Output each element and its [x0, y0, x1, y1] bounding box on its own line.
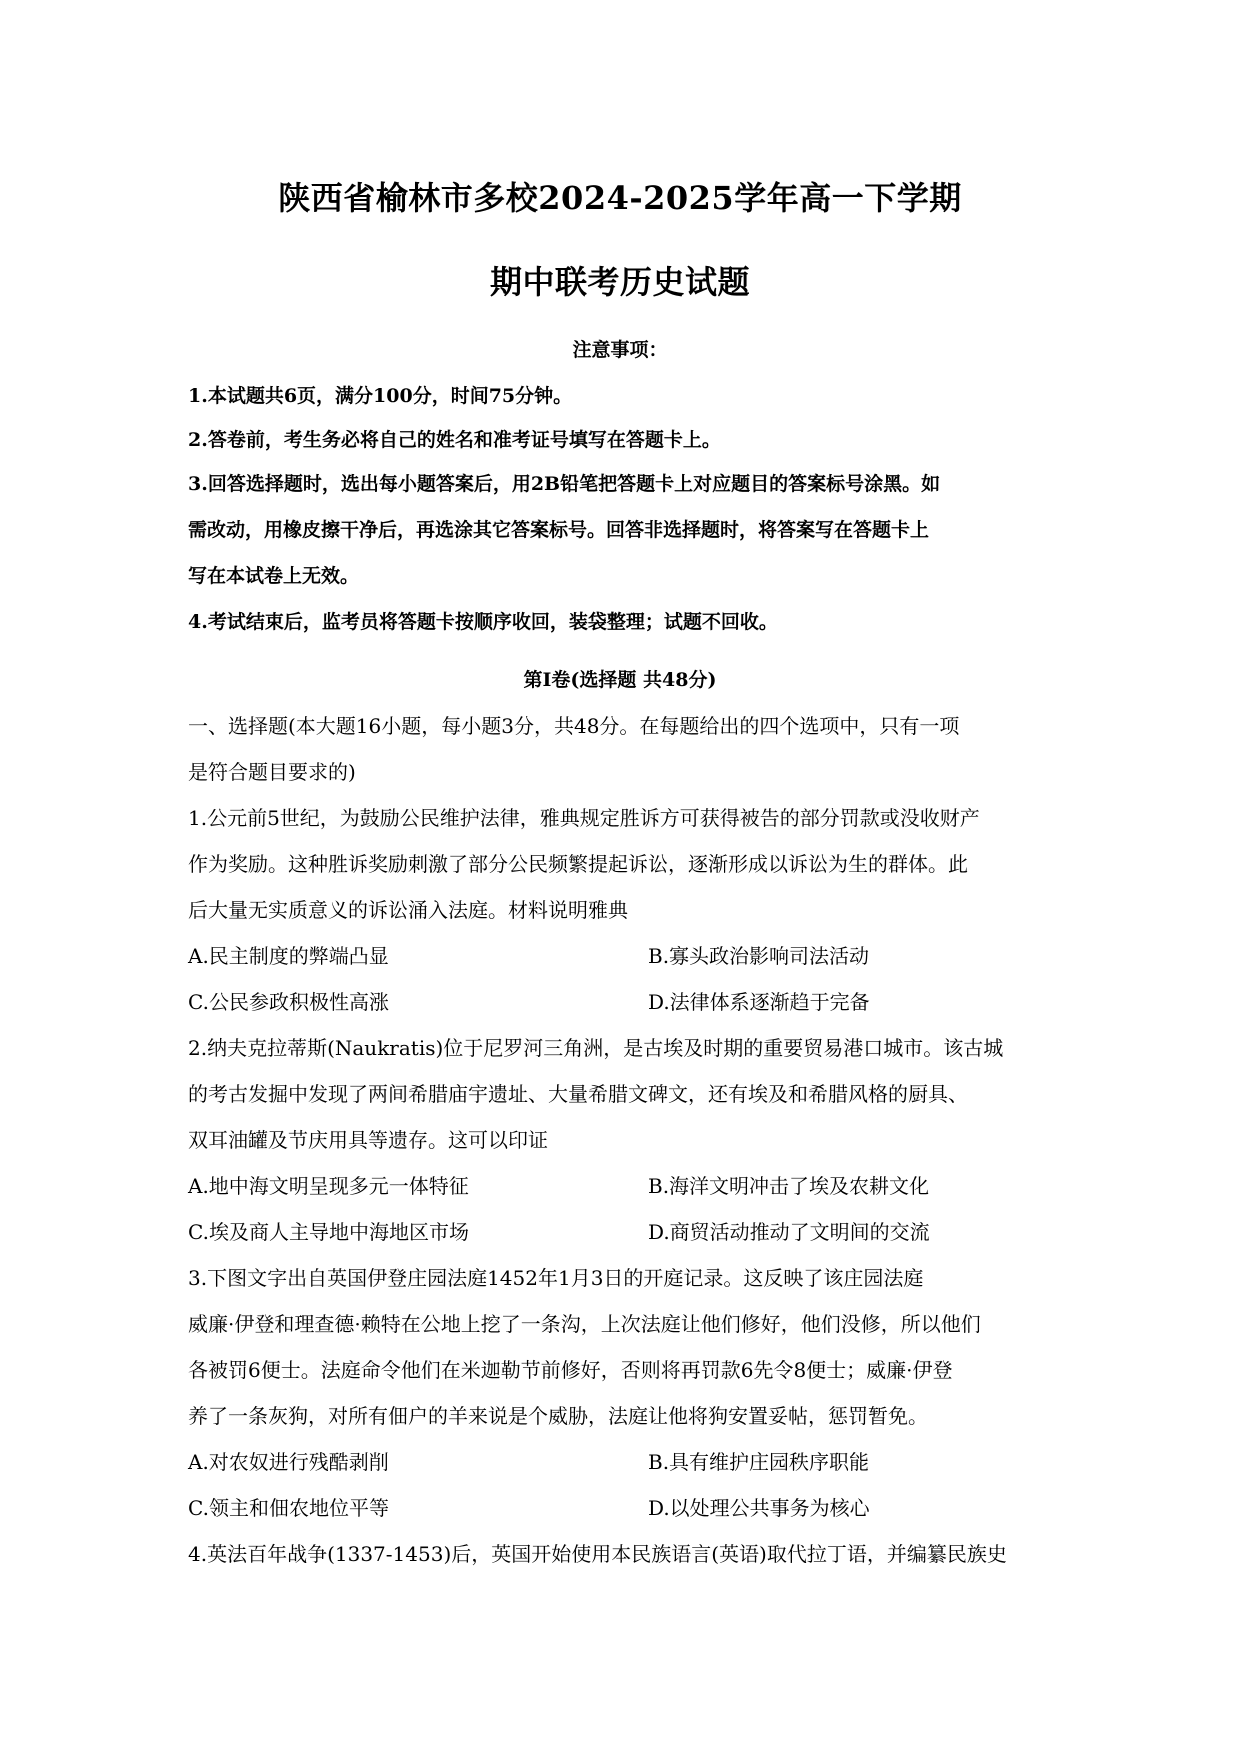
question-2-option-a: A.地中海文明呈现多元一体特征 [188, 1174, 469, 1198]
question-2-option-b: B.海洋文明冲击了埃及农耕文化 [648, 1174, 930, 1198]
question-1-stem: 后大量无实质意义的诉讼涌入法庭。材料说明雅典 [188, 898, 628, 922]
exam-title-line1: 陕西省榆林市多校2024-2025学年高一下学期 [278, 179, 962, 217]
question-3-quote: 威廉·伊登和理查德·赖特在公地上挖了一条沟，上次法庭让他们修好，他们没修，所以他们 [188, 1312, 981, 1336]
section-heading: 第Ⅰ卷(选择题 共48分) [523, 669, 717, 691]
question-1-option-d: D.法律体系逐渐趋于完备 [648, 990, 870, 1014]
question-1-option-c: C.公民参政积极性高涨 [188, 990, 389, 1014]
question-2-stem: 双耳油罐及节庆用具等遗存。这可以印证 [188, 1128, 548, 1152]
question-1-option-a: A.民主制度的弊端凸显 [188, 944, 389, 968]
question-3-option-b: B.具有维护庄园秩序职能 [648, 1450, 870, 1474]
notice-item: 2.答卷前，考生务必将自己的姓名和准考证号填写在答题卡上。 [188, 429, 721, 451]
question-1-stem: 1.公元前5世纪，为鼓励公民维护法律，雅典规定胜诉方可获得被告的部分罚款或没收财产 [188, 806, 980, 830]
section-instructions: 一、选择题(本大题16小题，每小题3分，共48分。在每题给出的四个选项中，只有一项 [188, 714, 960, 738]
question-3-option-a: A.对农奴进行残酷剥削 [188, 1450, 389, 1474]
notice-item: 写在本试卷上无效。 [188, 565, 360, 587]
notice-item: 3.回答选择题时，选出每小题答案后，用2B铅笔把答题卡上对应题目的答案标号涂黑。如 [188, 473, 941, 495]
section-instructions: 是符合题目要求的) [188, 760, 356, 784]
question-3-quote: 各被罚6便士。法庭命令他们在米迦勒节前修好，否则将再罚款6先令8便士；威廉·伊登 [188, 1358, 953, 1382]
question-4-stem: 4.英法百年战争(1337-1453)后，英国开始使用本民族语言(英语)取代拉丁语，并编纂民族史 [188, 1542, 1007, 1566]
exam-title-line2: 期中联考历史试题 [489, 263, 750, 301]
question-1-option-b: B.寡头政治影响司法活动 [648, 944, 870, 968]
question-2-stem: 的考古发掘中发现了两间希腊庙宇遗址、大量希腊文碑文，还有埃及和希腊风格的厨具、 [188, 1082, 968, 1106]
question-2-option-c: C.埃及商人主导地中海地区市场 [188, 1220, 469, 1244]
question-2-option-d: D.商贸活动推动了文明间的交流 [648, 1220, 930, 1244]
question-1-stem: 作为奖励。这种胜诉奖励刺激了部分公民频繁提起诉讼，逐渐形成以诉讼为生的群体。此 [188, 852, 968, 876]
question-3-stem: 3.下图文字出自英国伊登庄园法庭1452年1月3日的开庭记录。这反映了该庄园法庭 [188, 1266, 924, 1290]
notice-item: 1.本试题共6页，满分100分，时间75分钟。 [188, 385, 573, 407]
question-3-option-c: C.领主和佃农地位平等 [188, 1496, 389, 1520]
notice-item: 需改动，用橡皮擦干净后，再选涂其它答案标号。回答非选择题时，将答案写在答题卡上 [188, 519, 930, 541]
notice-heading: 注意事项： [572, 339, 668, 361]
question-3-option-d: D.以处理公共事务为核心 [648, 1496, 870, 1520]
notice-item: 4.考试结束后，监考员将答题卡按顺序收回，装袋整理；试题不回收。 [188, 611, 778, 633]
question-2-stem: 2.纳夫克拉蒂斯(Naukratis)位于尼罗河三角洲，是古埃及时期的重要贸易港口城市。该古城 [188, 1036, 1004, 1060]
question-3-quote: 养了一条灰狗，对所有佃户的羊来说是个威胁，法庭让他将狗安置妥帖，惩罚暂免。 [188, 1404, 928, 1428]
